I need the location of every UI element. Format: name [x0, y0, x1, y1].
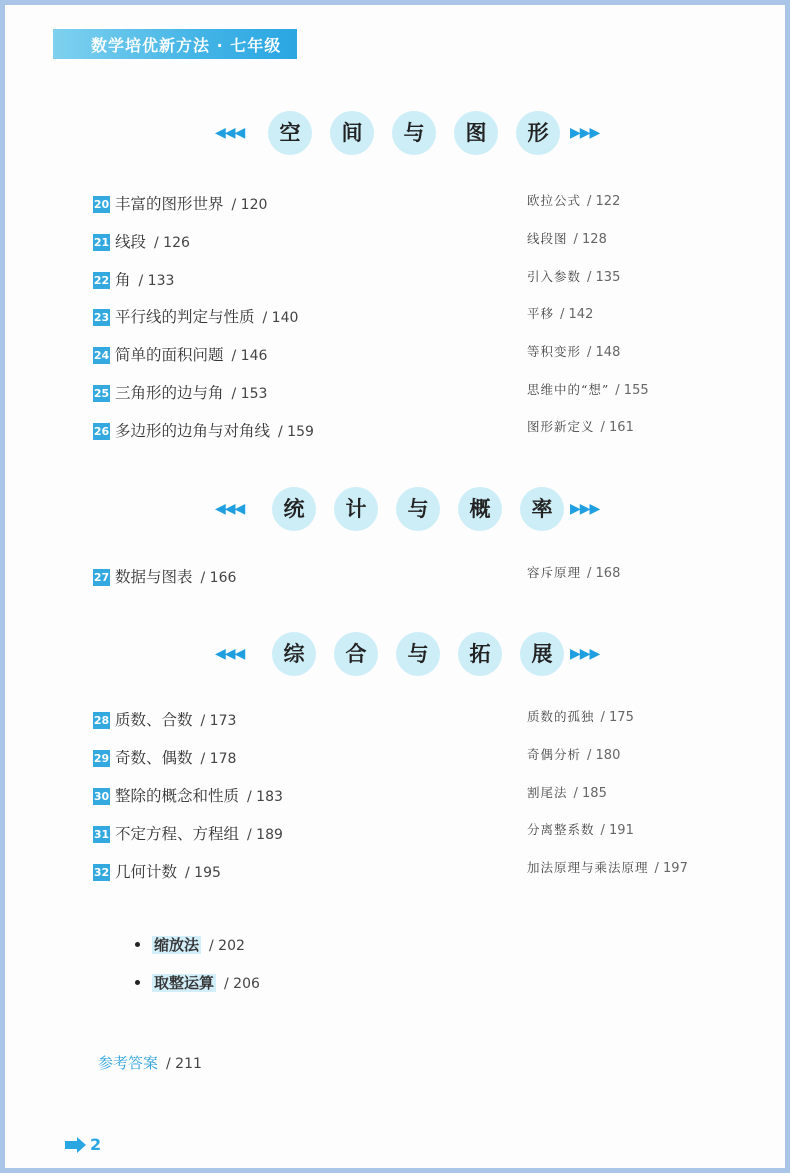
toc-entry[interactable]	[93, 344, 267, 366]
chapter-number: 28	[93, 714, 110, 727]
side-topic-title: 分离整系数	[527, 822, 595, 837]
side-topic-title: 等积变形	[527, 344, 582, 359]
section-heading-comprehensive	[5, 632, 790, 682]
page-number: / 183	[247, 789, 283, 805]
page-number: / 120	[231, 197, 268, 213]
side-topic-page: / 148	[587, 345, 621, 360]
side-topic-title: 线段图	[527, 231, 568, 246]
chapter-number: 22	[93, 274, 110, 287]
page-number: / 195	[185, 865, 221, 881]
side-topic[interactable]	[527, 342, 620, 362]
page-number: / 178	[200, 751, 237, 767]
heading-char: 拓	[458, 632, 502, 676]
chapter-number: 20	[93, 198, 110, 211]
heading-char: 概	[458, 487, 502, 531]
toc-entry[interactable]	[93, 193, 267, 215]
side-topic-page: / 175	[600, 710, 634, 725]
side-topic-title: 容斥原理	[527, 565, 582, 580]
side-topic[interactable]	[527, 191, 620, 211]
page-number: / 189	[247, 827, 283, 843]
side-topic-title: 奇偶分析	[527, 747, 582, 762]
side-topic-page: / 191	[600, 823, 634, 838]
heading-char: 空	[268, 111, 312, 155]
heading-char: 形	[516, 111, 560, 155]
page-number: / 159	[278, 424, 314, 440]
section-heading-statistics	[5, 487, 790, 537]
side-topic-page: / 142	[560, 307, 594, 322]
extra-topic[interactable]	[135, 972, 260, 994]
heading-char: 合	[334, 632, 378, 676]
toc-entry[interactable]	[93, 231, 190, 253]
toc-entry[interactable]	[93, 823, 283, 845]
right-arrows-icon: ▶▶▶	[570, 646, 600, 662]
side-topic[interactable]	[527, 563, 620, 583]
chapter-number: 24	[93, 349, 110, 362]
extra-topic-title: 取整运算	[154, 974, 215, 992]
chapter-number: 29	[93, 752, 110, 765]
toc-entry[interactable]	[93, 709, 236, 731]
chapter-title: 角	[115, 271, 131, 289]
chapter-title: 不定方程、方程组	[115, 825, 240, 843]
chapter-title: 奇数、偶数	[115, 749, 193, 767]
side-topic-page: / 155	[615, 383, 649, 398]
left-arrows-icon: ◀◀◀	[215, 125, 245, 141]
chapter-number: 27	[93, 571, 110, 584]
side-topic-title: 思维中的“想”	[527, 382, 610, 397]
left-arrows-icon: ◀◀◀	[215, 501, 245, 517]
section-heading-geometry	[5, 111, 790, 161]
side-topic[interactable]	[527, 380, 649, 400]
heading-char: 综	[272, 632, 316, 676]
toc-entry[interactable]	[93, 420, 314, 442]
chapter-number: 32	[93, 866, 110, 879]
chapter-title: 平行线的判定与性质	[115, 308, 255, 326]
side-topic-title: 图形新定义	[527, 419, 595, 434]
extra-topic-title: 缩放法	[154, 936, 200, 954]
side-topic-title: 割尾法	[527, 785, 568, 800]
toc-entry[interactable]	[93, 861, 221, 883]
side-topic-title: 引入参数	[527, 269, 582, 284]
heading-char: 图	[454, 111, 498, 155]
footer-page-number: 2	[90, 1135, 102, 1154]
side-topic[interactable]	[527, 267, 620, 287]
right-arrows-icon: ▶▶▶	[570, 125, 600, 141]
side-topic-page: / 197	[654, 861, 688, 876]
page-number: / 140	[262, 310, 299, 326]
page-number: / 126	[154, 235, 190, 251]
toc-entry[interactable]	[93, 382, 267, 404]
heading-char: 统	[272, 487, 316, 531]
side-topic[interactable]	[527, 858, 688, 878]
chapter-number: 26	[93, 425, 110, 438]
side-topic-title: 欧拉公式	[527, 193, 582, 208]
chapter-title: 丰富的图形世界	[115, 195, 224, 213]
page-number: / 153	[231, 386, 268, 402]
page	[5, 5, 785, 1168]
right-arrows-icon: ▶▶▶	[570, 501, 600, 517]
page-number: / 173	[200, 713, 237, 729]
arrow-right-icon	[65, 1141, 77, 1149]
book-title: 数学培优新方法 · 七年级	[91, 36, 282, 55]
left-arrows-icon: ◀◀◀	[215, 646, 245, 662]
chapter-title: 数据与图表	[115, 568, 193, 586]
bullet-icon	[135, 942, 140, 947]
heading-char: 与	[396, 487, 440, 531]
page-number: / 211	[166, 1056, 202, 1072]
chapter-title: 简单的面积问题	[115, 346, 224, 364]
page-number: / 133	[138, 273, 175, 289]
chapter-title: 多边形的边角与对角线	[115, 422, 271, 440]
heading-char: 与	[396, 632, 440, 676]
toc-entry[interactable]	[93, 566, 236, 588]
page-number: / 206	[224, 976, 260, 992]
arrow-head-icon	[77, 1137, 86, 1153]
side-topic[interactable]	[527, 820, 634, 840]
chapter-title: 整除的概念和性质	[115, 787, 240, 805]
chapter-title: 几何计数	[115, 863, 178, 881]
heading-char: 计	[334, 487, 378, 531]
heading-char: 间	[330, 111, 374, 155]
side-topic-title: 平移	[527, 306, 555, 321]
header-banner	[53, 29, 297, 59]
page-number: / 146	[231, 348, 268, 364]
side-topic[interactable]	[527, 229, 607, 249]
page-number: / 166	[200, 570, 237, 586]
toc-entry[interactable]	[93, 269, 174, 291]
side-topic-title: 加法原理与乘法原理	[527, 860, 649, 875]
chapter-title: 线段	[115, 233, 147, 251]
side-topic[interactable]	[527, 417, 634, 437]
chapter-number: 21	[93, 236, 110, 249]
chapter-number: 30	[93, 790, 110, 803]
side-topic-page: / 168	[587, 566, 621, 581]
side-topic[interactable]	[527, 707, 634, 727]
side-topic[interactable]	[527, 745, 620, 765]
answers-entry[interactable]	[98, 1052, 202, 1075]
side-topic-page: / 180	[587, 748, 621, 763]
toc-entry[interactable]	[93, 306, 298, 328]
heading-char: 展	[520, 632, 564, 676]
chapter-number: 25	[93, 387, 110, 400]
chapter-title: 质数、合数	[115, 711, 193, 729]
chapter-number: 23	[93, 311, 110, 324]
heading-char: 率	[520, 487, 564, 531]
side-topic-page: / 122	[587, 194, 621, 209]
side-topic-page: / 128	[573, 232, 607, 247]
side-topic-page: / 135	[587, 270, 621, 285]
side-topic-title: 质数的孤独	[527, 709, 595, 724]
side-topic[interactable]	[527, 783, 607, 803]
toc-entry[interactable]	[93, 785, 283, 807]
page-number: / 202	[209, 938, 245, 954]
toc-entry[interactable]	[93, 747, 236, 769]
side-topic[interactable]	[527, 304, 593, 324]
side-topic-page: / 161	[600, 420, 634, 435]
bullet-icon	[135, 980, 140, 985]
chapter-number: 31	[93, 828, 110, 841]
answers-title: 参考答案	[98, 1054, 159, 1072]
chapter-title: 三角形的边与角	[115, 384, 224, 402]
heading-char: 与	[392, 111, 436, 155]
side-topic-page: / 185	[573, 786, 607, 801]
extra-topic[interactable]	[135, 934, 245, 956]
